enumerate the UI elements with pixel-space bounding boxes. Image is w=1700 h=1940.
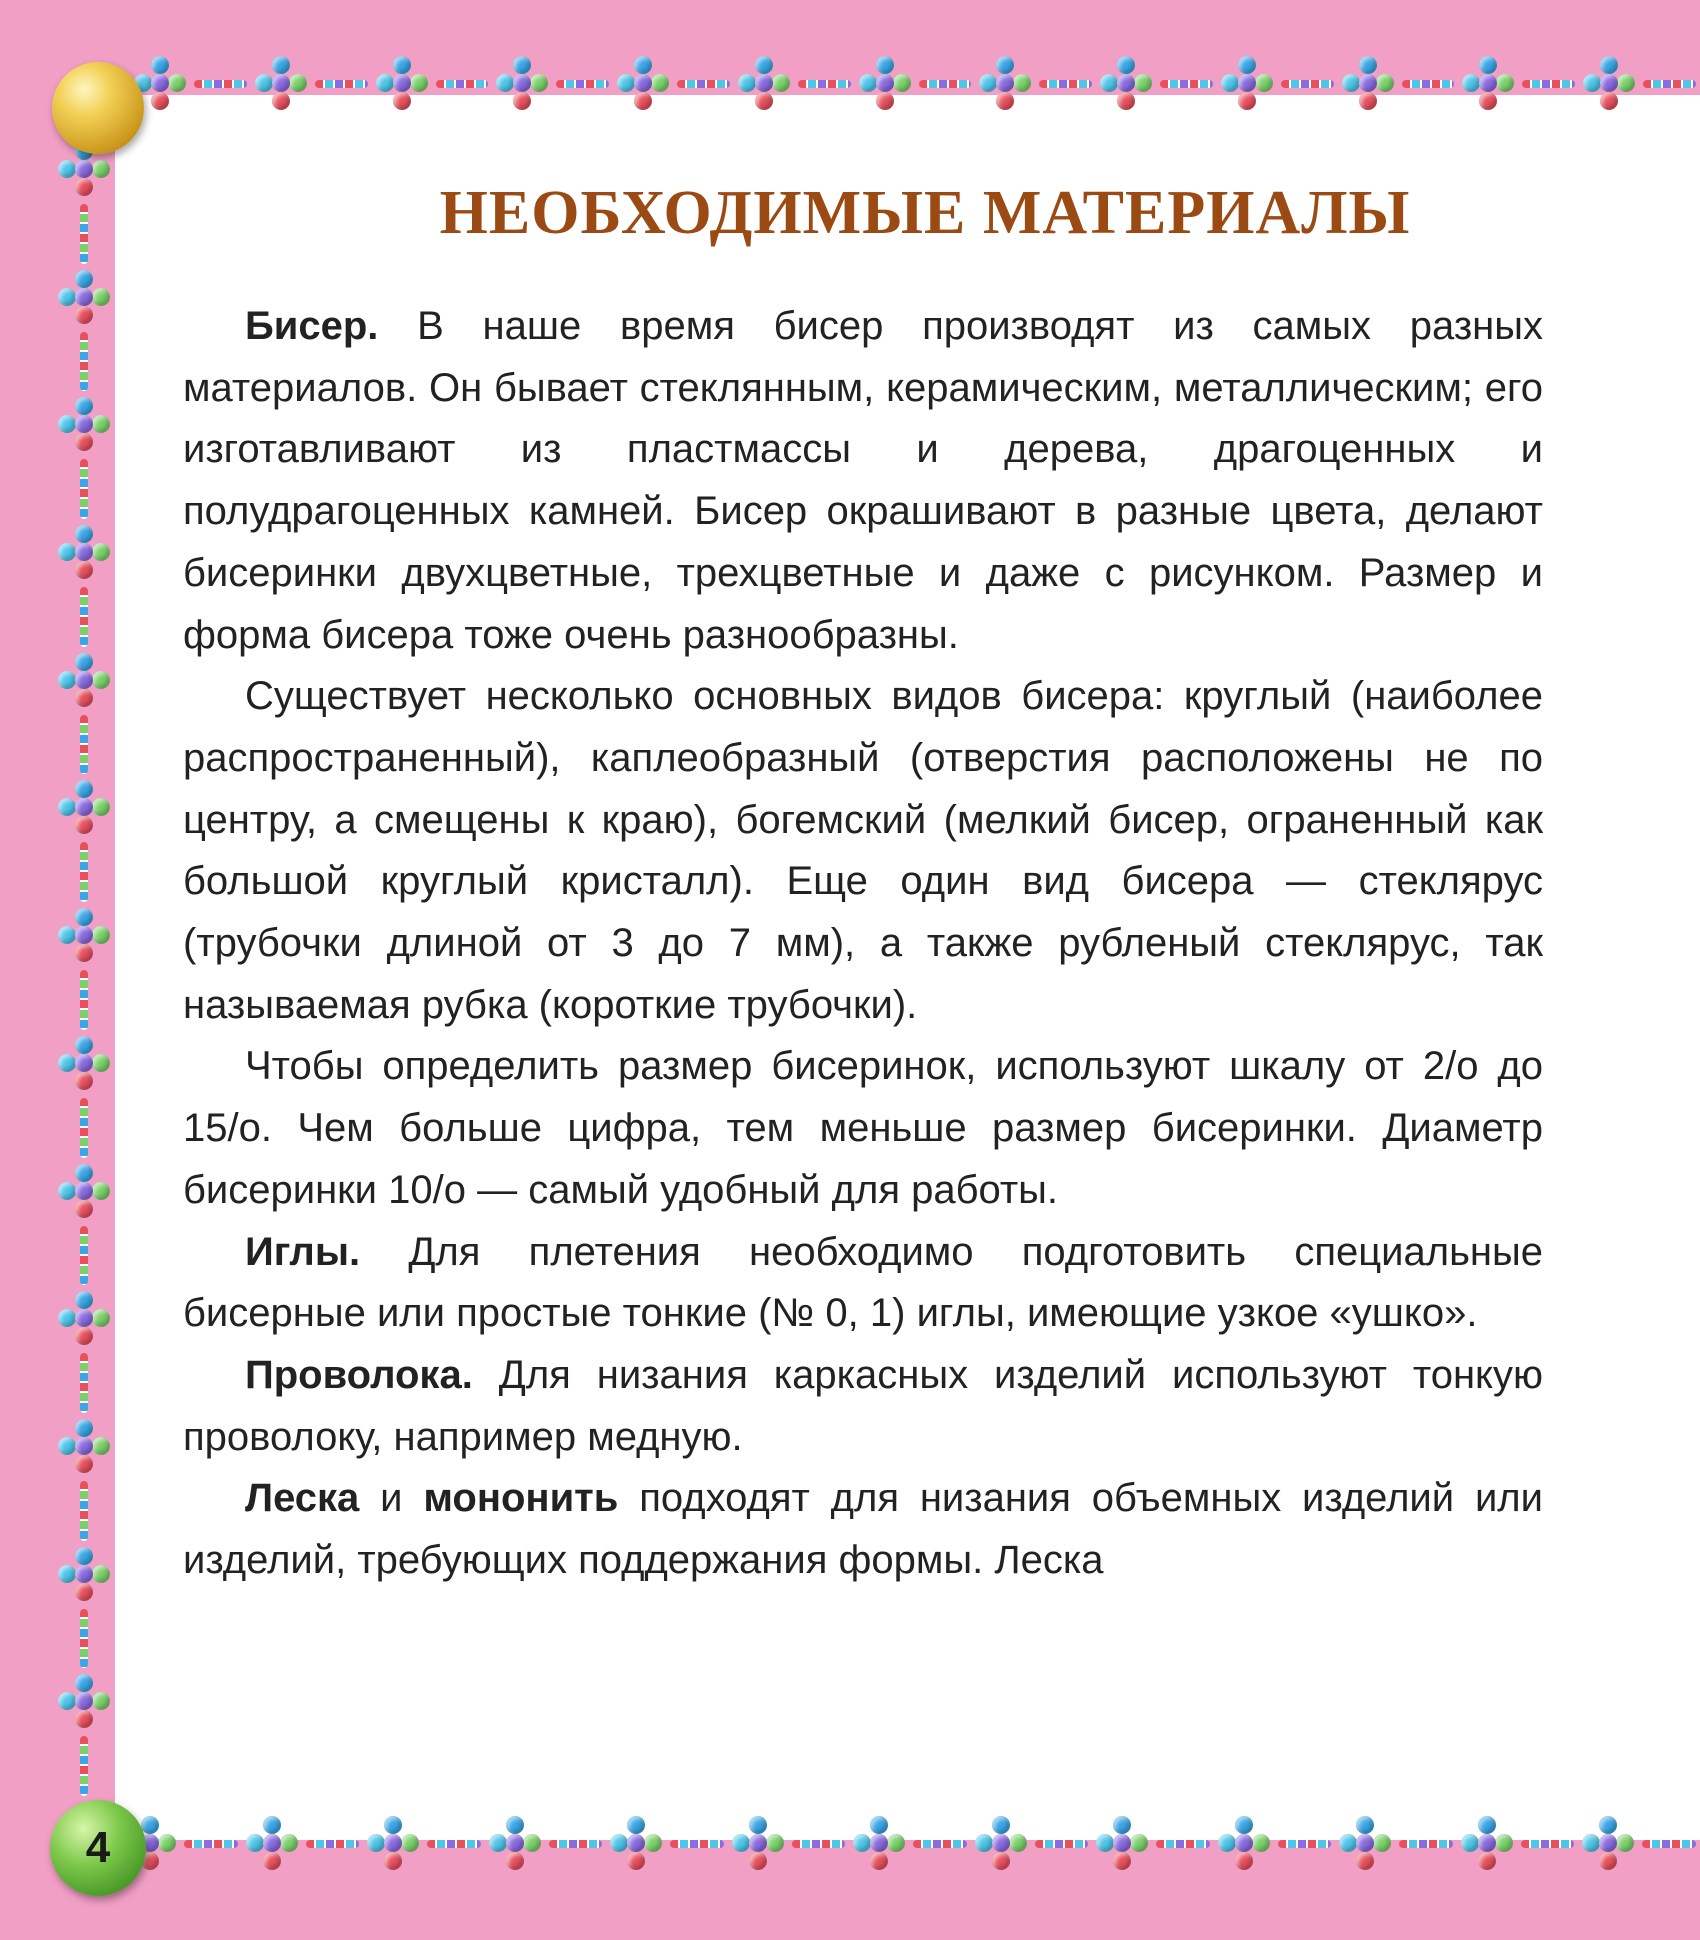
bead-cluster-icon: [54, 523, 114, 583]
bead-strand: [919, 80, 972, 88]
bead-cluster-icon: [54, 1545, 114, 1605]
bead-strand: [194, 80, 247, 88]
bead-strand: [1643, 80, 1696, 88]
bead-strand: [1281, 80, 1334, 88]
bead-cluster-icon: [492, 54, 552, 114]
bead-cluster-icon: [1092, 1814, 1152, 1874]
bead-strand: [80, 1609, 88, 1669]
bead-cluster-icon: [363, 1814, 423, 1874]
bead-cluster-icon: [1578, 1814, 1638, 1874]
bead-strand: [1156, 1840, 1210, 1848]
bead-strand: [792, 1840, 846, 1848]
bead-cluster-icon: [971, 1814, 1031, 1874]
bead-cluster-icon: [1457, 1814, 1517, 1874]
bead-strand: [184, 1840, 238, 1848]
bead-cluster-icon: [1214, 1814, 1274, 1874]
bead-strand: [1522, 80, 1575, 88]
term-monofilament: мононить: [423, 1476, 619, 1521]
bead-strand: [80, 587, 88, 647]
bead-strand: [436, 80, 489, 88]
bead-strand: [1399, 1840, 1453, 1848]
bead-cluster-icon: [54, 1162, 114, 1222]
bead-strand: [80, 842, 88, 902]
bead-cluster-icon: [1458, 54, 1518, 114]
bead-strand: [677, 80, 730, 88]
bead-cluster-icon: [54, 1672, 114, 1732]
bead-strand: [80, 1098, 88, 1158]
term-wire: Проволока.: [245, 1352, 473, 1397]
bead-strand: [80, 1481, 88, 1541]
bead-strand: [1035, 1840, 1089, 1848]
term-fishing-line: Леска: [245, 1476, 360, 1521]
bead-cluster-icon: [855, 54, 915, 114]
bead-strand: [556, 80, 609, 88]
bead-cluster-icon: [54, 778, 114, 838]
bead-strand: [1402, 80, 1455, 88]
bead-cluster-icon: [372, 54, 432, 114]
paragraph-bead-types: Существует несколько основных видов бисера: круглый (наиболее распространенный), каплеобразный (отверстия расположены не по центру, а смещены к краю), богемский (мелкий бисер, ограненный как большой круглый кристалл). Еще один вид бисера — стеклярус (трубочки длиной от 3 до 7 мм), а также рубленый стеклярус, так называемая рубка (короткие трубочки).: [183, 674, 1543, 1027]
bead-cluster-icon: [54, 651, 114, 711]
bead-strand: [80, 970, 88, 1030]
bead-strand: [315, 80, 368, 88]
bead-cluster-icon: [1335, 1814, 1395, 1874]
paragraph-needles: Иглы. Для плетения необходимо подготовить специальные бисерные или простые тонкие (№ 0, 1) иглы, имеющие узкое «ушко».: [183, 1229, 1543, 1336]
bead-cluster-icon: [1579, 54, 1639, 114]
bead-cluster-icon: [1217, 54, 1277, 114]
bead-cluster-icon: [242, 1814, 302, 1874]
bead-strand: [80, 1226, 88, 1286]
paragraph-bead-sizes: Чтобы определить размер бисеринок, используют шкалу от 2/о до 15/о. Чем больше цифра, тем меньше размер бисеринки. Диаметр бисеринки 10/о — самый удобный для работы.: [183, 1044, 1543, 1212]
bead-strand: [1642, 1840, 1696, 1848]
top-bead-border: [130, 48, 1700, 120]
paragraph-wire: Проволока. Для низания каркасных изделий используют тонкую проволоку, например медную.: [183, 1352, 1543, 1459]
bottom-bead-border: [120, 1808, 1700, 1880]
bead-cluster-icon: [613, 54, 673, 114]
bead-cluster-icon: [54, 395, 114, 455]
term-beads: Бисер.: [245, 304, 379, 348]
bead-strand: [1278, 1840, 1332, 1848]
bead-cluster-icon: [734, 54, 794, 114]
bead-cluster-icon: [54, 1417, 114, 1477]
paragraph-beads: Бисер. В наше время бисер производят из самых разных материалов. Он бывает стеклянным, керамическим, металлическим; его изготавливают из пластмассы и дерева, драгоценных и полудрагоценных камней. Бисер окрашивают в разные цвета, делают бисеринки двухцветные, трехцветные и даже с рисунком. Размер и форма бисера тоже очень разнообразны.: [183, 304, 1543, 657]
bead-strand: [80, 1736, 88, 1796]
bead-strand: [80, 715, 88, 775]
bead-strand: [798, 80, 851, 88]
term-needles: Иглы.: [245, 1229, 361, 1274]
bead-strand: [427, 1840, 481, 1848]
page-number: 4: [50, 1800, 146, 1896]
bead-strand: [1160, 80, 1213, 88]
bead-strand: [80, 332, 88, 392]
bead-cluster-icon: [54, 268, 114, 328]
bead-strand: [549, 1840, 603, 1848]
page-title: НЕОБХОДИМЫЕ МАТЕРИАЛЫ: [439, 179, 1411, 247]
bead-cluster-icon: [485, 1814, 545, 1874]
bead-cluster-icon: [54, 1034, 114, 1094]
left-bead-border: [48, 140, 120, 1800]
bead-cluster-icon: [606, 1814, 666, 1874]
bead-cluster-icon: [54, 1289, 114, 1349]
gold-bead-ornament: [52, 62, 144, 154]
body-text: [183, 296, 1543, 1592]
paragraph-fishing-line: Леска и мононить подходят для низания объемных изделий или изделий, требующих поддержания формы. Леска: [183, 1476, 1543, 1583]
bead-strand: [913, 1840, 967, 1848]
bead-strand: [1039, 80, 1092, 88]
bead-strand: [306, 1840, 360, 1848]
bead-cluster-icon: [1338, 54, 1398, 114]
bead-cluster-icon: [251, 54, 311, 114]
bead-strand: [80, 459, 88, 519]
bead-strand: [1521, 1840, 1575, 1848]
bead-cluster-icon: [54, 906, 114, 966]
bead-strand: [670, 1840, 724, 1848]
bead-strand: [80, 1353, 88, 1413]
bead-cluster-icon: [728, 1814, 788, 1874]
bead-cluster-icon: [1096, 54, 1156, 114]
bead-cluster-icon: [849, 1814, 909, 1874]
bead-cluster-icon: [975, 54, 1035, 114]
